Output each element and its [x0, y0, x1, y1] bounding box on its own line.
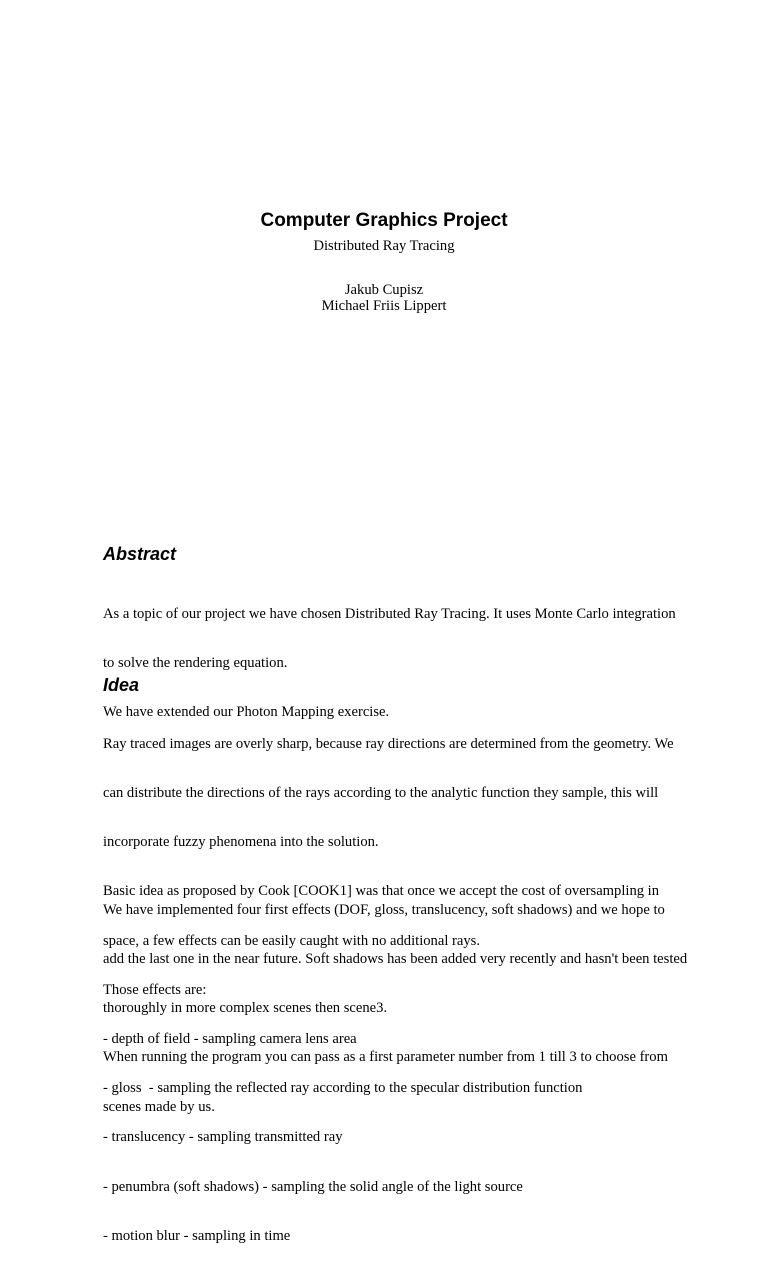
paragraph-line: When running the program you can pass as a first parameter number from 1 till 3 to choose from [103, 1049, 668, 1066]
abstract-heading: Abstract [103, 544, 177, 564]
effect-list-item: - penumbra (soft shadows) - sampling the solid angle of the light source [103, 1178, 523, 1195]
paragraph-line: We have implemented four first effects (DOF, gloss, translucency, soft shadows) and we hope to [103, 901, 665, 918]
author-1: Jakub Cupisz [344, 282, 424, 298]
paragraph-line: thoroughly in more complex scenes then scene3. [103, 1000, 388, 1017]
idea-heading: Idea [103, 675, 140, 695]
effect-list-item: - translucency - sampling transmitted ray [103, 1129, 343, 1146]
effect-list-item: - motion blur - sampling in time [103, 1227, 291, 1244]
idea-line: can distribute the directions of the rays according to the analytic function they sample, this will [103, 785, 659, 802]
idea-line: Ray traced images are overly sharp, because ray directions are determined from the geometry. We [103, 735, 674, 752]
document-title: Computer Graphics Project [260, 210, 508, 231]
idea-line: incorporate fuzzy phenomena into the solution. [103, 834, 379, 851]
effect-list-item: - gloss - sampling the reflected ray according to the specular distribution function [103, 1080, 583, 1097]
implementation-paragraph [103, 869, 723, 1131]
idea-line: Those effects are: [103, 981, 207, 998]
abstract-line: As a topic of our project we have chosen Distributed Ray Tracing. It uses Monte Carlo integration [103, 605, 676, 622]
paragraph-line: scenes made by us. [103, 1098, 215, 1115]
abstract-line: We have extended our Photon Mapping exercise. [103, 704, 390, 721]
abstract-line: to solve the rendering equation. [103, 655, 288, 672]
paragraph-line: add the last one in the near future. Soft shadows has been added very recently and hasn't been tested [103, 951, 688, 968]
author-2: Michael Friis Lippert [321, 298, 447, 314]
idea-line: space, a few effects can be easily caught with no additional rays. [103, 932, 480, 949]
document-subtitle: Distributed Ray Tracing [313, 238, 455, 254]
effect-list-item: - depth of field - sampling camera lens area [103, 1031, 357, 1048]
idea-line: Basic idea as proposed by Cook [COOK1] was that once we accept the cost of oversampling in [103, 883, 660, 900]
